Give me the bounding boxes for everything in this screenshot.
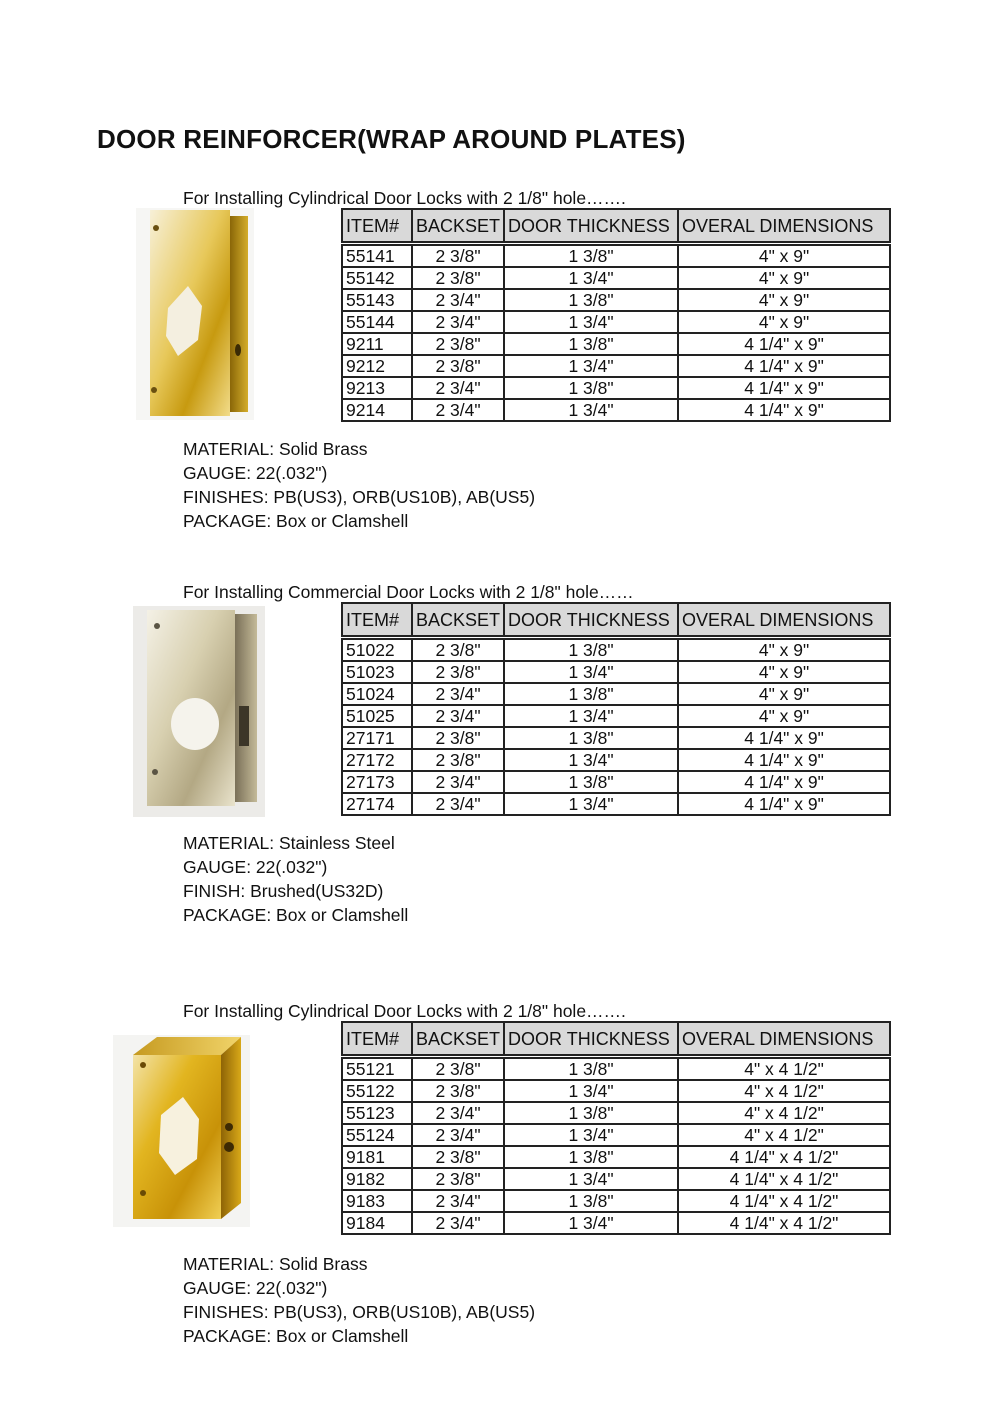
- table-header-row: [342, 209, 890, 244]
- dimensions: 4 1/4" x 9": [678, 793, 890, 815]
- header-dimensions: OVERAL DIMENSIONS: [678, 603, 890, 638]
- item-number: 51022: [342, 638, 412, 662]
- table-row: [342, 311, 890, 333]
- table-row: [342, 793, 890, 815]
- door-thickness: 1 3/4": [504, 749, 678, 771]
- backset: 2 3/8": [412, 1057, 504, 1081]
- spec-notes: [183, 1252, 535, 1348]
- header-door-thickness: DOOR THICKNESS: [504, 1022, 678, 1057]
- backset: 2 3/8": [412, 749, 504, 771]
- item-number: 9183: [342, 1190, 412, 1212]
- dimensions: 4" x 4 1/2": [678, 1057, 890, 1081]
- door-thickness: 1 3/4": [504, 311, 678, 333]
- item-number: 27173: [342, 771, 412, 793]
- table-row: [342, 1057, 890, 1081]
- dimensions: 4" x 4 1/2": [678, 1102, 890, 1124]
- door-thickness: 1 3/4": [504, 1080, 678, 1102]
- backset: 2 3/4": [412, 683, 504, 705]
- door-thickness: 1 3/4": [504, 355, 678, 377]
- door-thickness: 1 3/8": [504, 289, 678, 311]
- dimensions: 4" x 4 1/2": [678, 1080, 890, 1102]
- item-number: 55144: [342, 311, 412, 333]
- dimensions: 4" x 4 1/2": [678, 1124, 890, 1146]
- backset: 2 3/4": [412, 289, 504, 311]
- header-item: ITEM#: [342, 603, 412, 638]
- dimensions: 4" x 9": [678, 705, 890, 727]
- dimensions: 4 1/4" x 4 1/2": [678, 1146, 890, 1168]
- header-dimensions: OVERAL DIMENSIONS: [678, 1022, 890, 1057]
- dimensions: 4" x 9": [678, 311, 890, 333]
- material-note: MATERIAL: Stainless Steel: [183, 833, 395, 853]
- package-note: PACKAGE: Box or Clamshell: [183, 511, 409, 531]
- dimensions: 4" x 9": [678, 661, 890, 683]
- item-number: 51025: [342, 705, 412, 727]
- backset: 2 3/4": [412, 705, 504, 727]
- spec-notes: [183, 831, 408, 927]
- door-thickness: 1 3/8": [504, 727, 678, 749]
- table-row: [342, 638, 890, 662]
- backset: 2 3/4": [412, 1190, 504, 1212]
- backset: 2 3/4": [412, 1102, 504, 1124]
- backset: 2 3/8": [412, 1168, 504, 1190]
- dimensions: 4" x 9": [678, 638, 890, 662]
- item-number: 55122: [342, 1080, 412, 1102]
- table-row: [342, 1146, 890, 1168]
- product-photo-brass-plate: [136, 208, 254, 420]
- dimensions: 4" x 9": [678, 267, 890, 289]
- item-number: 55141: [342, 244, 412, 268]
- backset: 2 3/8": [412, 244, 504, 268]
- door-thickness: 1 3/4": [504, 1124, 678, 1146]
- table-row: [342, 244, 890, 268]
- header-dimensions: OVERAL DIMENSIONS: [678, 209, 890, 244]
- backset: 2 3/8": [412, 661, 504, 683]
- item-number: 27174: [342, 793, 412, 815]
- page-title: DOOR REINFORCER(WRAP AROUND PLATES): [97, 124, 686, 154]
- dimensions: 4 1/4" x 4 1/2": [678, 1190, 890, 1212]
- header-backset: BACKSET: [412, 603, 504, 638]
- dimensions: 4" x 9": [678, 683, 890, 705]
- item-number: 55142: [342, 267, 412, 289]
- table-row: [342, 1190, 890, 1212]
- dimensions: 4 1/4" x 9": [678, 727, 890, 749]
- item-number: 9213: [342, 377, 412, 399]
- dimensions: 4 1/4" x 9": [678, 377, 890, 399]
- item-number: 51024: [342, 683, 412, 705]
- backset: 2 3/4": [412, 399, 504, 421]
- door-thickness: 1 3/4": [504, 793, 678, 815]
- material-note: MATERIAL: Solid Brass: [183, 439, 368, 459]
- finish-note: FINISHES: PB(US3), ORB(US10B), AB(US5): [183, 487, 536, 507]
- header-backset: BACKSET: [412, 1022, 504, 1057]
- table-row: [342, 749, 890, 771]
- table-header-row: [342, 603, 890, 638]
- backset: 2 3/4": [412, 771, 504, 793]
- door-thickness: 1 3/8": [504, 1057, 678, 1081]
- table-row: [342, 333, 890, 355]
- product-photo-brass-short-plate: [113, 1035, 250, 1227]
- backset: 2 3/8": [412, 1080, 504, 1102]
- table-row: [342, 705, 890, 727]
- section-intro: For Installing Commercial Door Locks with 2 1/8" hole……: [183, 582, 634, 602]
- backset: 2 3/4": [412, 793, 504, 815]
- dimensions: 4 1/4" x 4 1/2": [678, 1212, 890, 1234]
- package-note: PACKAGE: Box or Clamshell: [183, 1326, 409, 1346]
- table-row: [342, 1124, 890, 1146]
- table-row: [342, 1212, 890, 1234]
- item-number: 55123: [342, 1102, 412, 1124]
- dimensions: 4" x 9": [678, 244, 890, 268]
- item-number: 55143: [342, 289, 412, 311]
- finish-note: FINISHES: PB(US3), ORB(US10B), AB(US5): [183, 1302, 536, 1322]
- table-row: [342, 661, 890, 683]
- header-backset: BACKSET: [412, 209, 504, 244]
- backset: 2 3/4": [412, 311, 504, 333]
- spec-table: [341, 602, 891, 816]
- door-thickness: 1 3/8": [504, 377, 678, 399]
- dimensions: 4 1/4" x 9": [678, 333, 890, 355]
- door-thickness: 1 3/4": [504, 1168, 678, 1190]
- package-note: PACKAGE: Box or Clamshell: [183, 905, 409, 925]
- backset: 2 3/8": [412, 355, 504, 377]
- section-intro: For Installing Cylindrical Door Locks with 2 1/8" hole…….: [183, 1001, 626, 1021]
- table-row: [342, 683, 890, 705]
- door-thickness: 1 3/8": [504, 1102, 678, 1124]
- table-row: [342, 1168, 890, 1190]
- door-thickness: 1 3/4": [504, 399, 678, 421]
- door-thickness: 1 3/4": [504, 1212, 678, 1234]
- product-photo-stainless-plate: [133, 606, 265, 817]
- item-number: 9212: [342, 355, 412, 377]
- item-number: 55124: [342, 1124, 412, 1146]
- spec-notes: [183, 437, 535, 533]
- section-intro: For Installing Cylindrical Door Locks with 2 1/8" hole…….: [183, 188, 626, 208]
- table-row: [342, 267, 890, 289]
- gauge-note: GAUGE: 22(.032"): [183, 1278, 328, 1298]
- table-row: [342, 1080, 890, 1102]
- backset: 2 3/8": [412, 333, 504, 355]
- dimensions: 4 1/4" x 4 1/2": [678, 1168, 890, 1190]
- dimensions: 4 1/4" x 9": [678, 355, 890, 377]
- door-thickness: 1 3/4": [504, 661, 678, 683]
- table-row: [342, 771, 890, 793]
- door-thickness: 1 3/8": [504, 638, 678, 662]
- backset: 2 3/8": [412, 727, 504, 749]
- header-item: ITEM#: [342, 1022, 412, 1057]
- table-row: [342, 377, 890, 399]
- finish-note: FINISH: Brushed(US32D): [183, 881, 384, 901]
- table-row: [342, 355, 890, 377]
- table-row: [342, 399, 890, 421]
- dimensions: 4 1/4" x 9": [678, 749, 890, 771]
- backset: 2 3/8": [412, 638, 504, 662]
- spec-table: [341, 208, 891, 422]
- item-number: 9182: [342, 1168, 412, 1190]
- door-thickness: 1 3/8": [504, 244, 678, 268]
- dimensions: 4 1/4" x 9": [678, 771, 890, 793]
- table-row: [342, 289, 890, 311]
- door-thickness: 1 3/8": [504, 1190, 678, 1212]
- item-number: 51023: [342, 661, 412, 683]
- door-thickness: 1 3/8": [504, 1146, 678, 1168]
- gauge-note: GAUGE: 22(.032"): [183, 463, 328, 483]
- table-row: [342, 727, 890, 749]
- backset: 2 3/8": [412, 267, 504, 289]
- item-number: 9211: [342, 333, 412, 355]
- door-thickness: 1 3/8": [504, 683, 678, 705]
- header-item: ITEM#: [342, 209, 412, 244]
- table-header-row: [342, 1022, 890, 1057]
- door-thickness: 1 3/8": [504, 333, 678, 355]
- spec-table: [341, 1021, 891, 1235]
- item-number: 9214: [342, 399, 412, 421]
- item-number: 9184: [342, 1212, 412, 1234]
- table-row: [342, 1102, 890, 1124]
- backset: 2 3/4": [412, 1212, 504, 1234]
- header-door-thickness: DOOR THICKNESS: [504, 603, 678, 638]
- dimensions: 4 1/4" x 9": [678, 399, 890, 421]
- door-thickness: 1 3/4": [504, 705, 678, 727]
- item-number: 9181: [342, 1146, 412, 1168]
- backset: 2 3/8": [412, 1146, 504, 1168]
- door-thickness: 1 3/8": [504, 771, 678, 793]
- gauge-note: GAUGE: 22(.032"): [183, 857, 328, 877]
- backset: 2 3/4": [412, 377, 504, 399]
- item-number: 27172: [342, 749, 412, 771]
- header-door-thickness: DOOR THICKNESS: [504, 209, 678, 244]
- material-note: MATERIAL: Solid Brass: [183, 1254, 368, 1274]
- backset: 2 3/4": [412, 1124, 504, 1146]
- item-number: 55121: [342, 1057, 412, 1081]
- dimensions: 4" x 9": [678, 289, 890, 311]
- item-number: 27171: [342, 727, 412, 749]
- door-thickness: 1 3/4": [504, 267, 678, 289]
